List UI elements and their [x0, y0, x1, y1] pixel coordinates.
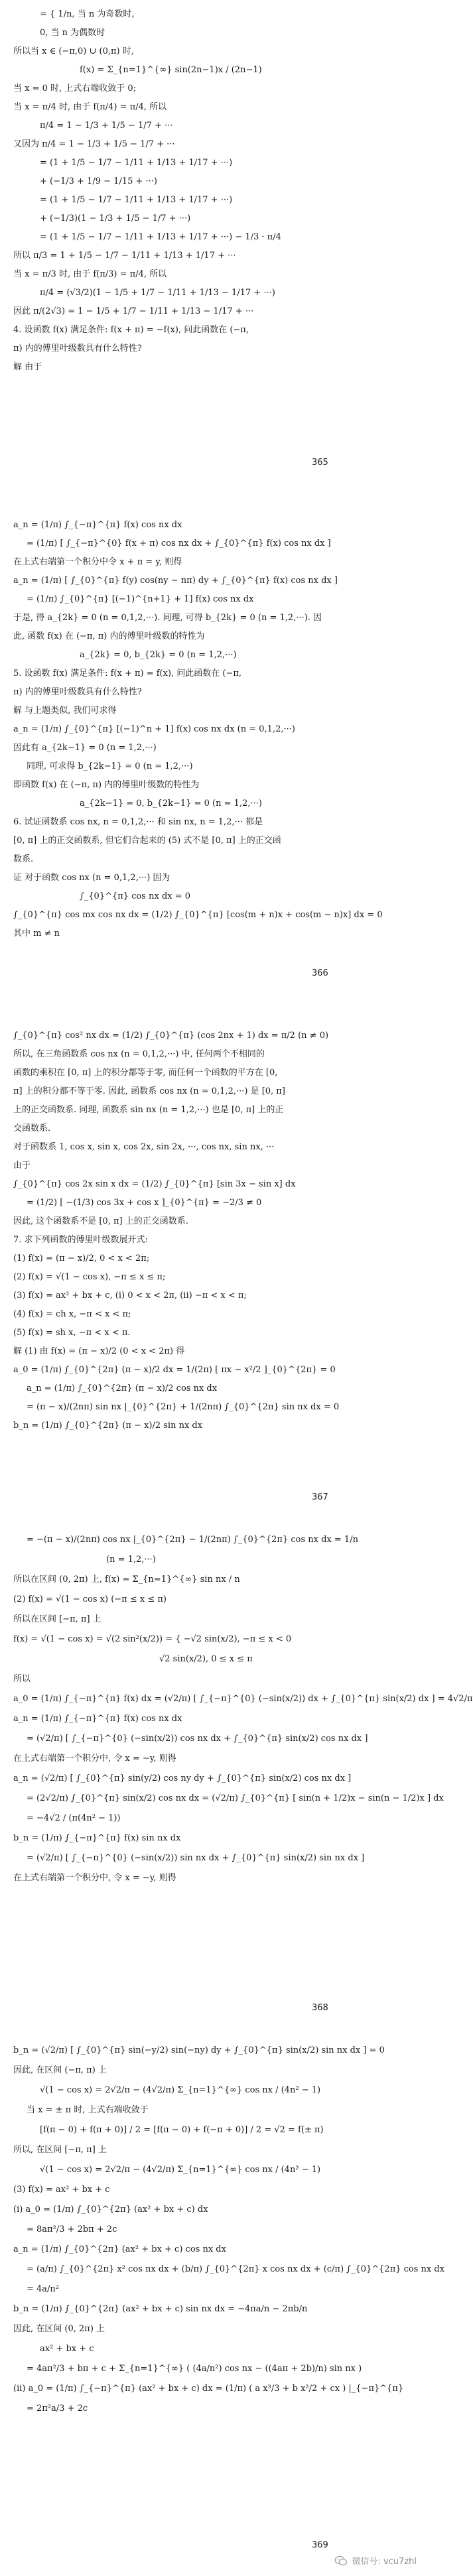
text-line: 在上式右端第一个积分中令 x + π = y, 则得 [13, 557, 182, 567]
wechat-icon [334, 2555, 348, 2566]
text-line: f(x) = √(1 − cos x) = √(2 sin²(x/2)) = { −√2 sin(x/2), −π ≤ x < 0 [13, 1634, 292, 1644]
text-line: 所以当 x ∈ (−π,0) ∪ (0,π) 时, [13, 46, 134, 56]
text-line: b_n = (1/π) ∫_{0}^{2π} (π − x)/2 sin nx dx [13, 1421, 203, 1431]
text-line: 交函数系. [13, 1124, 51, 1133]
text-line: a_n = (1/π) ∫_{−π}^{π} f(x) cos nx dx [13, 1714, 182, 1724]
text-line: a_0 = (1/π) ∫_{0}^{2π} (π − x)/2 dx = 1/(2π) [ πx − x²/2 ]_{0}^{2π} = 0 [13, 1365, 336, 1375]
page-number: 368 [312, 2003, 328, 2013]
text-line: 因此, 这个函数系不是 [0, π] 上的正交函数系. [13, 1216, 188, 1226]
text-line: = (√2/π) [ ∫_{−π}^{0} (−sin(x/2)) sin nx dx + ∫_{0}^{π} sin(x/2) sin nx dx ] [27, 1853, 365, 1863]
text-line: 0, 当 n 为偶数时 [40, 28, 105, 38]
text-line: 7. 求下列函数的傅里叶级数展开式: [13, 1235, 148, 1245]
text-line: 所以 [13, 1674, 31, 1684]
text-line: π/4 = 1 − 1/3 + 1/5 − 1/7 + ··· [40, 121, 173, 131]
text-line: 其中 m ≠ n [13, 929, 60, 938]
text-line: ∫_{0}^{π} cos² nx dx = (1/2) ∫_{0}^{π} (cos 2nx + 1) dx = π/2 (n ≠ 0) [13, 1031, 329, 1041]
text-line: 当 x = π/3 时, 由于 f(π/3) = π/4, 所以 [13, 269, 167, 279]
text-line: 证 对于函数 cos nx (n = 0,1,2,···) 因为 [13, 873, 170, 883]
text-line: (1) f(x) = (π − x)/2, 0 < x < 2π; [13, 1254, 150, 1263]
text-line: 数系. [13, 854, 34, 864]
text-line: a_{2k} = 0, b_{2k} = 0 (n = 1,2,···) [80, 650, 237, 660]
text-line: ∫_{0}^{π} cos nx dx = 0 [80, 891, 191, 901]
text-line: = 4aπ²/3 + bπ + c + Σ_{n=1}^{∞} ( (4a/n²) cos nx − ((4aπ + 2b)/n) sin nx ) [27, 2364, 362, 2374]
text-line: (n = 1,2,···) [106, 1555, 156, 1565]
text-line: = { 1/n, 当 n 为奇数时, [40, 9, 135, 19]
text-line: √(1 − cos x) = 2√2/π − (4√2/π) Σ_{n=1}^{∞} cos nx / (4n² − 1) [40, 2085, 321, 2095]
text-line: (2) f(x) = √(1 − cos x) (−π ≤ x ≤ π) [13, 1594, 167, 1604]
text-line: 在上式右端第一个积分中, 令 x = −y, 则得 [13, 1873, 176, 1883]
text-line: (3) f(x) = ax² + bx + c, (i) 0 < x < 2π, (ii) −π < x < π; [13, 1291, 247, 1301]
text-line: π/4 = (√3/2)(1 − 1/5 + 1/7 − 1/11 + 1/13 − 1/17 + ···) [40, 288, 275, 298]
text-line: = −4√2 / (π(4n² − 1)) [27, 1813, 121, 1823]
text-line: 对于函数系 1, cos x, sin x, cos 2x, sin 2x, ···, cos nx, sin nx, ··· [13, 1142, 275, 1152]
text-line: 又因为 π/4 = 1 − 1/3 + 1/5 − 1/7 + ··· [13, 139, 175, 149]
page-367 [0, 1021, 425, 1525]
text-line: 上的正交函数系. 同理, 函数系 sin nx (n = 1,2,···) 也是 [0, π] 上的正 [13, 1105, 284, 1115]
page-number: 369 [312, 2540, 328, 2550]
text-line: 因此, 在区间 (−π, π) 上 [13, 2065, 107, 2075]
text-line: = (1/π) ∫_{0}^{π} [(−1)^{n+1} + 1] f(x) cos nx dx [27, 594, 254, 604]
text-line: = (1 + 1/5 − 1/7 − 1/11 + 1/13 + 1/17 + ···) [40, 158, 233, 168]
text-line: = (1 + 1/5 − 1/7 − 1/11 + 1/13 + 1/17 + ···) [40, 195, 233, 205]
page-number: 365 [312, 458, 328, 468]
text-line: 6. 试证函数系 cos nx, n = 0,1,2,··· 和 sin nx, n = 1,2,··· 都是 [13, 817, 263, 827]
text-line: 于是, 得 a_{2k} = 0 (n = 0,1,2,···). 同理, 可得 b_{2k} = 0 (n = 1,2,···). 因 [13, 613, 322, 623]
text-line: b_n = (√2/π) [ ∫_{0}^{π} sin(−y/2) sin(−ny) dy + ∫_{0}^{π} sin(x/2) sin nx dx ] = 0 [13, 2045, 385, 2055]
text-line: 4. 设函数 f(x) 满足条件: f(x + π) = −f(x), 问此函数在 (−π, [13, 325, 249, 335]
text-line: ax² + bx + c [40, 2344, 94, 2354]
text-line: a_n = (1/π) ∫_{−π}^{π} f(x) cos nx dx [13, 520, 182, 530]
text-line: (3) f(x) = ax² + bx + c [13, 2185, 110, 2195]
text-line: 由于 [13, 1161, 31, 1171]
text-line: b_n = (1/π) ∫_{0}^{2π} (ax² + bx + c) sin nx dx = −4πa/n − 2πb/n [13, 2304, 308, 2314]
text-line: 所以, 在三角函数系 cos nx (n = 0,1,2,···) 中, 任何两个不相同的 [13, 1049, 265, 1059]
text-line: 当 x = 0 时, 上式右端收敛于 0; [13, 84, 137, 94]
text-line: (4) f(x) = ch x, −π < x < π; [13, 1309, 131, 1319]
text-line: a_{2k−1} = 0, b_{2k−1} = 0 (n = 1,2,···) [80, 799, 262, 808]
text-line: ∫_{0}^{π} cos mx cos nx dx = (1/2) ∫_{0}^{π} [cos(m + n)x + cos(m − n)x] dx = 0 [13, 910, 383, 920]
watermark-text: 微信号: vcu7zhl [352, 2557, 417, 2567]
text-line: 同理, 可求得 b_{2k−1} = 0 (n = 1,2,···) [27, 761, 193, 771]
text-line: 所以在区间 (0, 2π) 上, f(x) = Σ_{n=1}^{∞} sin nx / n [13, 1575, 240, 1584]
text-line: [0, π] 上的正交函数系, 但它们合起来的 (5) 式不是 [0, π] 上的正交函 [13, 836, 281, 846]
text-line: 在上式右端第一个积分中, 令 x = −y, 则得 [13, 1754, 176, 1764]
text-line: = 2π²a/3 + 2c [27, 2404, 88, 2414]
text-line: a_n = (1/π) [ ∫_{0}^{π} f(y) cos(ny − nπ) dy + ∫_{0}^{π} f(x) cos nx dx ] [13, 576, 338, 586]
text-line: a_n = (√2/π) [ ∫_{0}^{π} sin(y/2) cos ny dy + ∫_{0}^{π} sin(x/2) cos nx dx ] [13, 1773, 352, 1783]
text-line: 即函数 f(x) 在 (−π, π) 内的傅里叶级数的特性为 [13, 780, 200, 790]
text-line: 解 (1) 由 f(x) = (π − x)/2 (0 < x < 2π) 得 [13, 1346, 185, 1356]
text-line: 解 由于 [13, 362, 42, 372]
text-line: + (−1/3)(1 − 1/3 + 1/5 − 1/7 + ···) [40, 214, 191, 224]
text-line: 所以 π/3 = 1 + 1/5 − 1/7 − 1/11 + 1/13 + 1/17 + ··· [13, 251, 236, 261]
text-line: + (−1/3 + 1/9 − 1/15 + ···) [40, 176, 157, 186]
text-line: π) 内的傅里叶级数具有什么特性? [13, 344, 142, 354]
page-368 [0, 1525, 473, 2029]
text-line: 函数的乘积在 [0, π] 上的积分都等于零, 而任何一个函数的平方在 [0, [13, 1068, 278, 1078]
page-369 [0, 2036, 445, 2550]
text-line: 因此有 a_{2k−1} = 0 (n = 1,2,···) [13, 743, 157, 753]
text-line: √(1 − cos x) = 2√2/π − (4√2/π) Σ_{n=1}^{∞} cos nx / (4n² − 1) [40, 2165, 321, 2175]
text-line: 所以, 在区间 [−π, π] 上 [13, 2145, 107, 2155]
text-line: = (a/π) ∫_{0}^{2π} x² cos nx dx + (b/π) ∫_{0}^{2π} x cos nx dx + (c/π) ∫_{0}^{2π} cos nx dx [27, 2264, 445, 2274]
text-line: 5. 设函数 f(x) 满足条件: f(x + π) = f(x), 问此函数在 (−π, [13, 669, 242, 678]
text-line: 当 x = ± π 时, 上式右端收敛于 [27, 2105, 149, 2115]
text-line: a_n = (1/π) ∫_{0}^{π} [(−1)^n + 1] f(x) cos nx dx (n = 0,1,2,···) [13, 724, 295, 734]
page-365 [0, 0, 425, 504]
page-366 [0, 511, 425, 1015]
text-line: π] 上的积分都不等于零. 因此, 函数系 cos nx (n = 0,1,2,···) 是 [0, π] [13, 1086, 285, 1096]
text-line: = −(π − x)/(2nπ) cos nx |_{0}^{2π} − 1/(2nπ) ∫_{0}^{2π} cos nx dx = 1/n [27, 1535, 358, 1545]
text-line: ∫_{0}^{π} cos 2x sin x dx = (1/2) ∫_{0}^{π} [sin 3x − sin x] dx [13, 1179, 296, 1189]
text-line: = 8aπ²/3 + 2bπ + 2c [27, 2224, 117, 2234]
watermark [334, 2554, 417, 2567]
text-line: = (π − x)/(2nπ) sin nx |_{0}^{2π} + 1/(2nπ) ∫_{0}^{2π} sin nx dx = 0 [27, 1402, 340, 1412]
text-line: √2 sin(x/2), 0 ≤ x ≤ π [159, 1654, 253, 1664]
text-line: (ii) a_0 = (1/π) ∫_{−π}^{π} (ax² + bx + c) dx = (1/π) ( a x³/3 + b x²/2 + cx ) |_{−π}^{π} [13, 2384, 404, 2394]
text-line: a_n = (1/π) ∫_{0}^{2π} (π − x)/2 cos nx dx [27, 1384, 218, 1393]
text-line: π) 内的傅里叶级数具有什么特性? [13, 687, 142, 697]
text-line: 因此 π/(2√3) = 1 − 1/5 + 1/7 − 1/11 + 1/13 − 1/17 + ··· [13, 306, 254, 316]
text-line: = (1/π) [ ∫_{−π}^{0} f(x + π) cos nx dx + ∫_{0}^{π} f(x) cos nx dx ] [27, 539, 331, 548]
text-line: [f(π − 0) + f(π + 0)] / 2 = [f(π − 0) + f(−π + 0)] / 2 = √2 = f(± π) [40, 2125, 324, 2135]
text-line: 当 x = π/4 时, 由于 f(π/4) = π/4, 所以 [13, 102, 167, 112]
text-line: = (2√2/π) ∫_{0}^{π} sin(x/2) cos nx dx = (√2/π) ∫_{0}^{π} [ sin(n + 1/2)x − sin(n − 1/2)x ] dx [27, 1793, 444, 1803]
text-line: b_n = (1/π) ∫_{−π}^{π} f(x) sin nx dx [13, 1833, 181, 1843]
text-line: = (1 + 1/5 − 1/7 − 1/11 + 1/13 + 1/17 + ···) − 1/3 · π/4 [40, 232, 281, 242]
text-line: a_0 = (1/π) ∫_{−π}^{π} f(x) dx = (√2/π) [ ∫_{−π}^{0} (−sin(x/2)) dx + ∫_{0}^{π} sin(x/2) dx ] = 4√2/π [13, 1694, 473, 1704]
page-number: 366 [312, 968, 328, 978]
text-line: (2) f(x) = √(1 − cos x), −π ≤ x ≤ π; [13, 1272, 166, 1282]
text-line: 因此, 在区间 (0, 2π) 上 [13, 2324, 105, 2334]
text-line: 此, 函数 f(x) 在 (−π, π) 内的傅里叶级数的特性为 [13, 631, 205, 641]
text-line: = 4a/n² [27, 2284, 60, 2294]
text-line: (5) f(x) = sh x, −π < x < π. [13, 1328, 131, 1338]
text-line: 所以在区间 [−π, π] 上 [13, 1614, 101, 1624]
text-line: = (1/2) [ −(1/3) cos 3x + cos x ]_{0}^{π} = −2/3 ≠ 0 [27, 1198, 262, 1208]
text-line: (i) a_0 = (1/π) ∫_{0}^{2π} (ax² + bx + c) dx [13, 2205, 208, 2215]
text-line: f(x) = Σ_{n=1}^{∞} sin(2n−1)x / (2n−1) [80, 65, 262, 75]
text-line: 解 与上题类似, 我们可求得 [13, 706, 117, 716]
page-number: 367 [312, 1492, 328, 1502]
text-line: = (√2/π) [ ∫_{−π}^{0} (−sin(x/2)) cos nx dx + ∫_{0}^{π} sin(x/2) cos nx dx ] [27, 1734, 368, 1744]
text-line: a_n = (1/π) ∫_{0}^{2π} (ax² + bx + c) cos nx dx [13, 2244, 226, 2254]
